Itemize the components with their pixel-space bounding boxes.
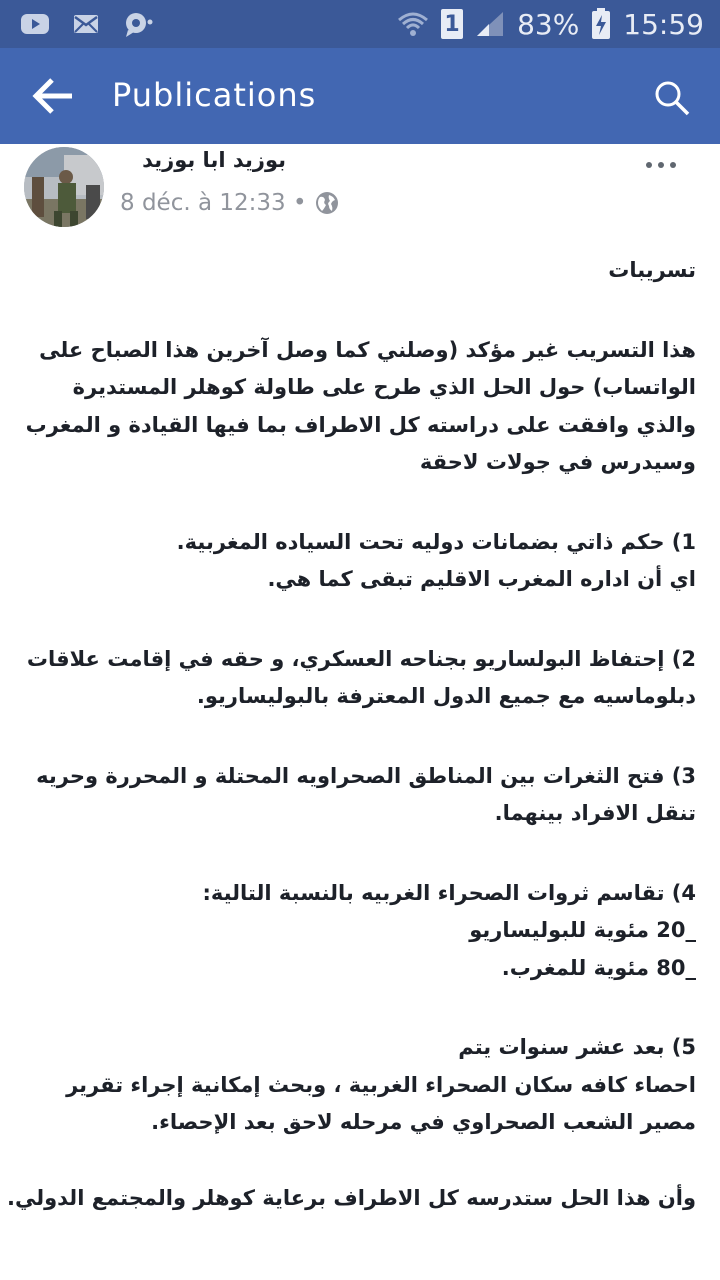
post-line: 2) إحتفاظ البولساريو بجناحه العسكري، و حقه في إقامت علاقات xyxy=(26,646,696,671)
sim-label: 1 xyxy=(444,11,460,37)
post-options-button[interactable] xyxy=(646,150,686,180)
post-line: 1) حكم ذاتي بضمانات دوليه تحت السياده المغربية. xyxy=(176,529,696,554)
post-line: مصير الشعب الصحراوي في مرحله لاحق بعد الإحصاء. xyxy=(151,1110,696,1134)
post-line: _20 مئوية للبوليساريو xyxy=(469,918,696,942)
notification-icons xyxy=(20,10,154,38)
more-horizontal-icon xyxy=(646,162,652,168)
post-line: وسيدرس في جولات لاحقة xyxy=(419,450,696,474)
post-line: _80 مئوية للمغرب. xyxy=(501,955,696,980)
post-line: 4) تقاسم ثروات الصحراء الغربيه بالنسبة التالية: xyxy=(202,880,696,905)
app-bar xyxy=(0,48,720,144)
battery-percent: 83% xyxy=(517,7,580,41)
post-line: هذا التسريب غير مؤكد (وصلني كما وصل آخرين هذا الصباح على xyxy=(39,337,696,362)
status-bar xyxy=(0,0,720,48)
globe-icon xyxy=(315,191,339,215)
post-line-title: تسريبات xyxy=(608,258,696,282)
post-line: وأن هذا الحل ستدرسه كل الاطراف برعاية كوهلر والمجتمع الدولي. xyxy=(7,1185,696,1210)
post-line: 3) فتح الثغرات بين المناطق الصحراويه المحتلة و المحررة وحريه xyxy=(36,763,696,788)
wifi-icon xyxy=(397,10,429,38)
system-indicators xyxy=(397,6,704,42)
search-icon xyxy=(652,78,692,118)
arrow-left-icon xyxy=(30,74,78,118)
search-button[interactable] xyxy=(652,78,692,118)
post-line: تنقل الافراد بينهما. xyxy=(494,801,696,825)
post-line: 5) بعد عشر سنوات يتم xyxy=(458,1035,696,1059)
page-title: Publications xyxy=(112,76,317,114)
post-line: اي أن اداره المغرب الاقليم تبقى كما هي. xyxy=(267,567,696,591)
battery-icon xyxy=(591,8,611,40)
clock: 15:59 xyxy=(623,7,704,41)
avatar-photo xyxy=(24,147,104,227)
mail-icon xyxy=(72,12,100,36)
author-name[interactable]: بوزيد ابا بوزيد xyxy=(142,148,286,172)
post-line: دبلوماسيه مع جميع الدول المعترفة بالبوليساريو. xyxy=(196,684,696,708)
post-line: والذي وافقت على دراسته كل الاطراف بما فيها القيادة و المغرب xyxy=(25,412,696,437)
youtube-icon xyxy=(20,12,50,36)
post-line: احصاء كافه سكان الصحراء الغربية ، وبحث إمكانية إجراء تقرير xyxy=(66,1072,696,1097)
post-timestamp[interactable]: 8 déc. à 12:33 • xyxy=(120,190,307,216)
post-line: الواتساب) حول الحل الذي طرح على طاولة كوهلر المستديرة xyxy=(72,375,696,399)
post-meta xyxy=(120,190,339,216)
post-text xyxy=(7,252,696,1217)
sim-icon xyxy=(441,9,463,39)
chat-icon xyxy=(122,10,154,38)
author-avatar[interactable] xyxy=(24,147,104,227)
signal-icon xyxy=(475,10,505,38)
back-button[interactable] xyxy=(30,74,78,118)
